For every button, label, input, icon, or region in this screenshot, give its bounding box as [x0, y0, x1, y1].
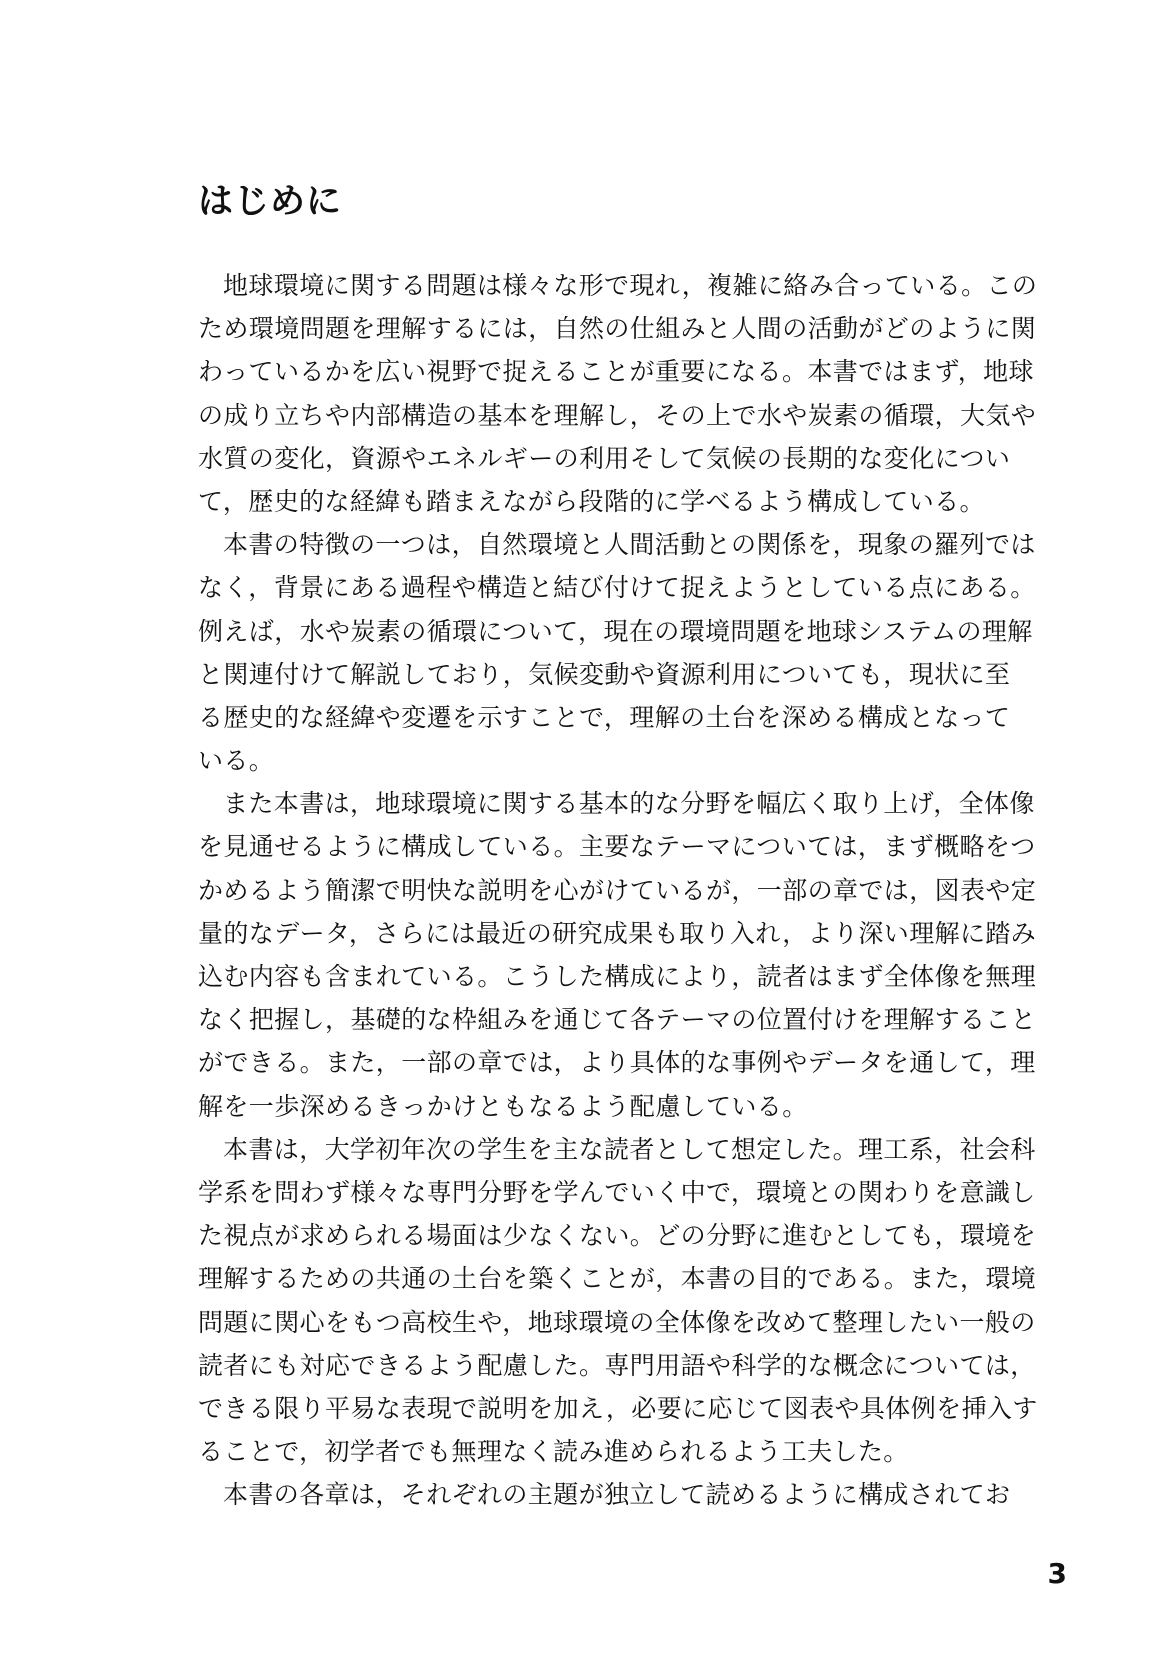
text-line: 読者にも対応できるよう配慮した。専門用語や科学的な概念については，	[198, 1350, 1036, 1380]
paragraph	[198, 523, 1048, 782]
text-line: ため環境問題を理解するには，自然の仕組みと人間の活動がどのように関	[198, 314, 1037, 344]
text-line: 本書は，大学初年次の学生を主な読者として想定した。理工系，社会科	[223, 1134, 1036, 1164]
text-line: 込む内容も含まれている。こうした構成により，読者はまず全体像を無理	[198, 962, 1037, 991]
paragraph	[198, 782, 1048, 1128]
text-line: て，歴史的な経緯も踏まえながら段階的に学べるよう構成している。	[198, 486, 985, 516]
text-line: ることで，初学者でも無理なく読み進められるよう工夫した。	[198, 1437, 909, 1467]
text-line: 地球環境に関する問題は様々な形で現れ，複雑に絡み合っている。この	[223, 271, 1038, 300]
text-line: また本書は，地球環境に関する基本的な分野を幅広く取り上げ，全体像	[223, 789, 1035, 819]
paragraph	[198, 1473, 1048, 1516]
paragraph	[198, 1128, 1048, 1474]
text-line: 例えば，水や炭素の循環について，現在の環境問題を地球システムの理解	[198, 616, 1033, 646]
page-number: 3	[1047, 1557, 1067, 1590]
text-line: 理解するための共通の土台を築くことが，本書の目的である。また，環境	[198, 1264, 1037, 1294]
paragraph	[198, 264, 1048, 523]
text-line: 水質の変化，資源やエネルギーの利用そして気候の長期的な変化につい	[198, 443, 1011, 473]
text-line: 解を一歩深めるきっかけともなるよう配慮している。	[198, 1091, 808, 1121]
text-line: を見通せるように構成している。主要なテーマについては，まず概略をつ	[198, 832, 1036, 862]
text-line: る歴史的な経緯や変遷を示すことで，理解の土台を深める構成となって	[198, 702, 1011, 732]
text-line: 本書の特徴の一つは，自然環境と人間活動との関係を，現象の羅列では	[223, 530, 1036, 560]
body-text	[198, 264, 1048, 1516]
page-title: はじめに	[198, 182, 343, 222]
text-line: ができる。また，一部の章では，より具体的な事例やデータを通して，理	[198, 1048, 1036, 1078]
text-line: と関連付けて解説しており，気候変動や資源利用についても，現状に至	[198, 659, 1011, 689]
text-line: いる。	[198, 746, 275, 776]
text-line: 量的なデータ，さらには最近の研究成果も取り入れ，より深い理解に踏み	[198, 918, 1037, 948]
text-line: できる限り平易な表現で説明を加え，必要に応じて図表や具体例を挿入す	[198, 1393, 1038, 1423]
text-line: なく，背景にある過程や構造と結び付けて捉えようとしている点にある。	[198, 573, 1036, 603]
text-line: なく把握し，基礎的な枠組みを通じて各テーマの位置付けを理解すること	[198, 1005, 1037, 1035]
text-line: た視点が求められる場面は少なくない。どの分野に進むとしても，環境を	[198, 1221, 1037, 1251]
text-line: の成り立ちや内部構造の基本を理解し，その上で水や炭素の循環，大気や	[198, 400, 1037, 430]
text-line: 学系を問わず様々な専門分野を学んでいく中で，環境との関わりを意識し	[198, 1177, 1036, 1207]
text-line: わっているかを広い視野で捉えることが重要になる。本書ではまず，地球	[198, 357, 1034, 387]
text-line: かめるよう簡潔で明快な説明を心がけているが，一部の章では，図表や定	[198, 875, 1037, 905]
text-line: 本書の各章は，それぞれの主題が独立して読めるように構成されてお	[223, 1480, 1011, 1510]
text-line: 問題に関心をもつ高校生や，地球環境の全体像を改めて整理したい一般の	[198, 1307, 1036, 1337]
